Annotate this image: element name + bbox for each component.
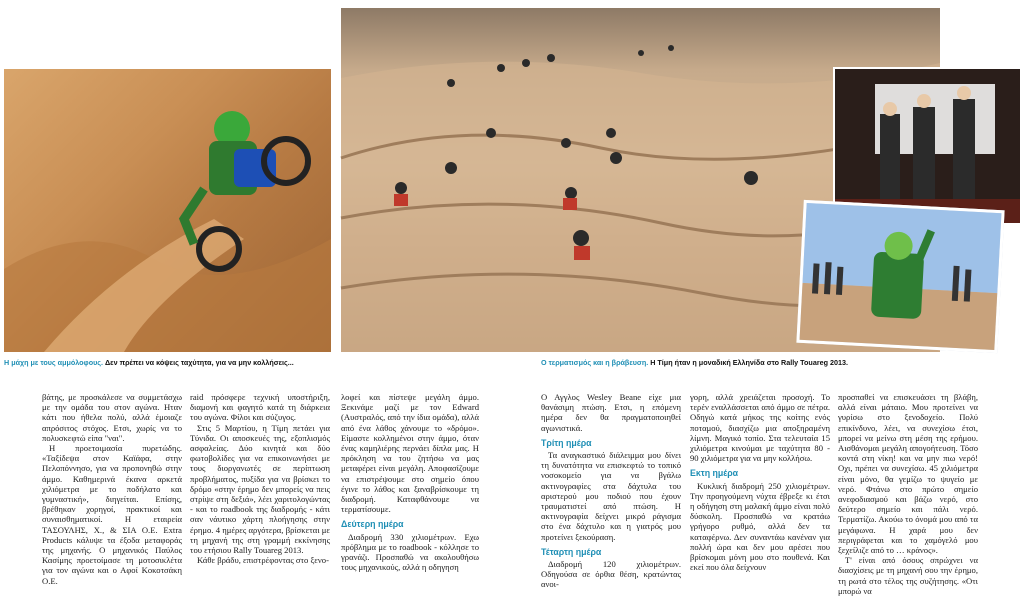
article-column-2 bbox=[190, 392, 330, 574]
paragraph: Διαδρομή 120 χιλιομέτρων. Οδηγούσα σε όρθια θέση, κρατώντας ανοι- bbox=[541, 559, 681, 590]
article-column-1 bbox=[42, 392, 182, 586]
podium-illustration bbox=[835, 69, 1020, 223]
caption-left-text: Δεν πρέπει να κόψεις ταχύτητα, για να μην κολλήσεις... bbox=[105, 358, 294, 367]
paragraph: προσπαθεί να επισκευάσει τη βλάβη, αλλά είναι μάταιο. Μου προτείνει να γυρίσω στο ξενοδοχείο. Πολύ επικίνδυνο, λέει, να συνεχίσω έτσι, μπορεί να μείνω στη μέση της ερήμου. Αισθάνομαι μεγάλη απογοήτευση. Τόσο κοντά στη νίκη! και να μην πιω νερό! Οχι, πρέπει να συνεχίσω. 45 χιλιόμετρα είναι μόνο, θα γεμίζω το ψυγείο με νερό. Φτάνω στο πρώτο σημείο ανεφοδιασμού και βάζω νερό, στο δεύτερο σημείο και πάλι νερό. Τερματίζω. Ακούω το όνομά μου από τα μεγάφωνα. Η χαρά μου δεν περιγράφεται και το χαμόγελό μου ξεχείλιζε από το … κράνος». bbox=[838, 392, 978, 556]
paragraph: Διαδρομή 330 χιλιομέτρων. Εχω πρόβλημα με το roadbook - κόλλησε το γρανάζι. Προσπαθώ να ακολουθήσω τους μηχανικούς, αλλά η οδηγηση bbox=[341, 531, 479, 573]
section-heading: Τέταρτη ημέρα bbox=[541, 546, 602, 557]
rider-closeup-illustration bbox=[4, 69, 331, 352]
paragraph: Στις 5 Μαρτίου, η Τίμη πετάει για Τύνιδα. Οι αποσκευές της, εξοπλισμός ασφαλείας. Δύο κινητά και δύο φωτοβολίδες για να επικοινωνήσει με τους διοργανωτές σε περίπτωση προβλήματος, πυξίδα για να βρίσκει το δρόμο «στην έρημο δεν μπορείς να πεις στρίψε στη δεξιά», λέει χαριτολογώντας - και το roadbook της διαδρομής - κάτι σαν νάυτικο χάρτη πλοήγησης στην έρημο. 4 ημέρες αργότερα, βρίσκεται με τη μηχανή της στη γραμμή εκκίνησης του ετήσιου Rally Touareg 2013. bbox=[190, 422, 330, 556]
paragraph: raid πρόσφερε τεχνική υποστήριξη, διαμονή και φαγητό κατά τη διάρκεια του αγώνα. Φίλοι και σύζυγος. bbox=[190, 392, 330, 423]
paragraph: Η προετοιμασία πυρετώδης. «Ταξίδεψα στον Καϊάφα, στην Πελοπόννησο, για να προπονηθώ στην άμμο. Καθημερινά έκανα αρκετά χιλιόμετρα με το ποδήλατο και γυμναστική», διηγείται. Επίσης, βρέθηκαν χορηγοί, πρακτικοί και συναισθηματικοί. Η εταιρεία ΤΑΣΟΥΛΗΣ, Χ., & ΣΙΑ Ο.Ε. Extra Products κάλυψε τα έξοδα μεταφοράς της μηχανής. Ο μηχανικός Παύλος Κασίμης προετοίμασε τη μοτοσικλέτα για τον αγώνα και ο Αφοί Κοκοτσάκη Ο.Ε. bbox=[42, 443, 182, 586]
paragraph: Τ' είναι από όσους σπρώχνει να διασχίσεις με τη μηχανή σου την έρημο, τη ρωτά στο τέλος της συζήτησης. «Οτι μπορώ να bbox=[838, 555, 978, 596]
photo-finish bbox=[796, 200, 1004, 353]
article-column-3 bbox=[341, 392, 479, 574]
paragraph: Κυκλική διαδρομή 250 χιλιομέτρων. Την προηγούμενη νύχτα έβρεξε κι έτσι η οδήγηση στη μαλακή άμμο είναι πολύ δύσκολη. Προσπαθώ να κρατάω γρήγορο ρυθμό, αλλά δεν τα καταφέρνω. Δεν συναντάω κανέναν για πολλή ώρα και δεν μου αρέσει που βρίσκομαι μόνη μου στο πουθενά. Και εκεί που όλα δείχνουν bbox=[690, 480, 830, 573]
paragraph: γορη, αλλά χρειάζεται προσοχή. Το τερέν εναλλάσσεται από άμμο σε πέτρα. Οδηγώ κατά μήκος της κοίτης ενός ποταμού, διασχίζω μια αποξηραμένη λίμνη. Μαγικό τοπίο. Στα τελευταία 15 χιλιόμετρα κινούμαι με ταχύτητα 80 - 90 χιλιόμετρα για να μην κολλήσω. bbox=[690, 392, 830, 464]
caption-left bbox=[4, 358, 294, 367]
caption-right-lead: Ο τερματισμός και η βράβευση. bbox=[541, 358, 649, 367]
article-column-5 bbox=[690, 392, 830, 574]
paragraph: Κάθε βράδυ, επιστρέφοντας στο ξενο- bbox=[197, 555, 329, 566]
caption-right-text: Η Τίμη ήταν η μοναδική Ελληνίδα στο Rally Touareg 2013. bbox=[650, 358, 848, 367]
photo-rider-closeup bbox=[4, 69, 331, 352]
paragraph: λοφεί και πίστεψε μεγάλη άμμο. Ξεκινάμε μαζί με τον Edward (Αυστραλός, από την ίδια ομάδα), αλλά από ένα λάθος χάνουμε το «δρόμο». Είμαστε κολλημένοι στην άμμο, όταν ένας καμηλιέρης περνάει δίπλα μας. Η πρόκληση να του ζητήσω να μας μεταφέρει είναι μεγάλη. Αποφασίζουμε να επιστρέψουμε στο σημείο όπου έγινε το λάθος και ξαναβρίσκουμε τη διαδρομή. Καταφθάνουμε να τερματίσουμε. bbox=[341, 392, 479, 515]
paragraph: Ο Αγγλος Wesley Beane είχε μια θανάσιμη πτώση. Ετσι, η επόμενη ημέρα δεν θα πραγματοποιηθεί αγωνιστικά. bbox=[541, 392, 681, 433]
section-heading: Δεύτερη ημέρα bbox=[341, 519, 404, 530]
photo-podium bbox=[833, 67, 1022, 225]
paragraph: βάτης, με προσκάλεσε να συμμετάσχω με την ομάδα του στον αγώνα. Ηταν κάτι που ήθελα πολύ, αλλά έμοιαζε απρόσιτος στόχος. Ετσι, χωρίς να το πολυσκεφτώ είπα "ναι". bbox=[42, 392, 182, 443]
caption-left-lead: Η μάχη με τους αμμόλοφους. bbox=[4, 358, 104, 367]
caption-right bbox=[541, 358, 848, 367]
paragraph: Τα αναγκαστικό διάλειμμα μου δίνει τη δυνατότητα να επισκεφτώ το τοπικό νοσοκομείο για να βγάλω ακτινογραφίες στα δάχτυλα του αριστερού μου ποδιού που έχουν τραυματιστεί από πτώση. Η ακτινογραφία δείχνει μικρό ράγισμα στο ένα δάχτυλο και η γιατρός μου προτείνει ξεκούραση. bbox=[541, 450, 681, 542]
section-heading: Τρίτη ημέρα bbox=[541, 437, 592, 448]
section-heading: Εκτη ημέρα bbox=[690, 468, 739, 479]
finish-illustration bbox=[800, 203, 1002, 350]
article-column-6 bbox=[838, 392, 978, 596]
article-column-4 bbox=[541, 392, 681, 590]
